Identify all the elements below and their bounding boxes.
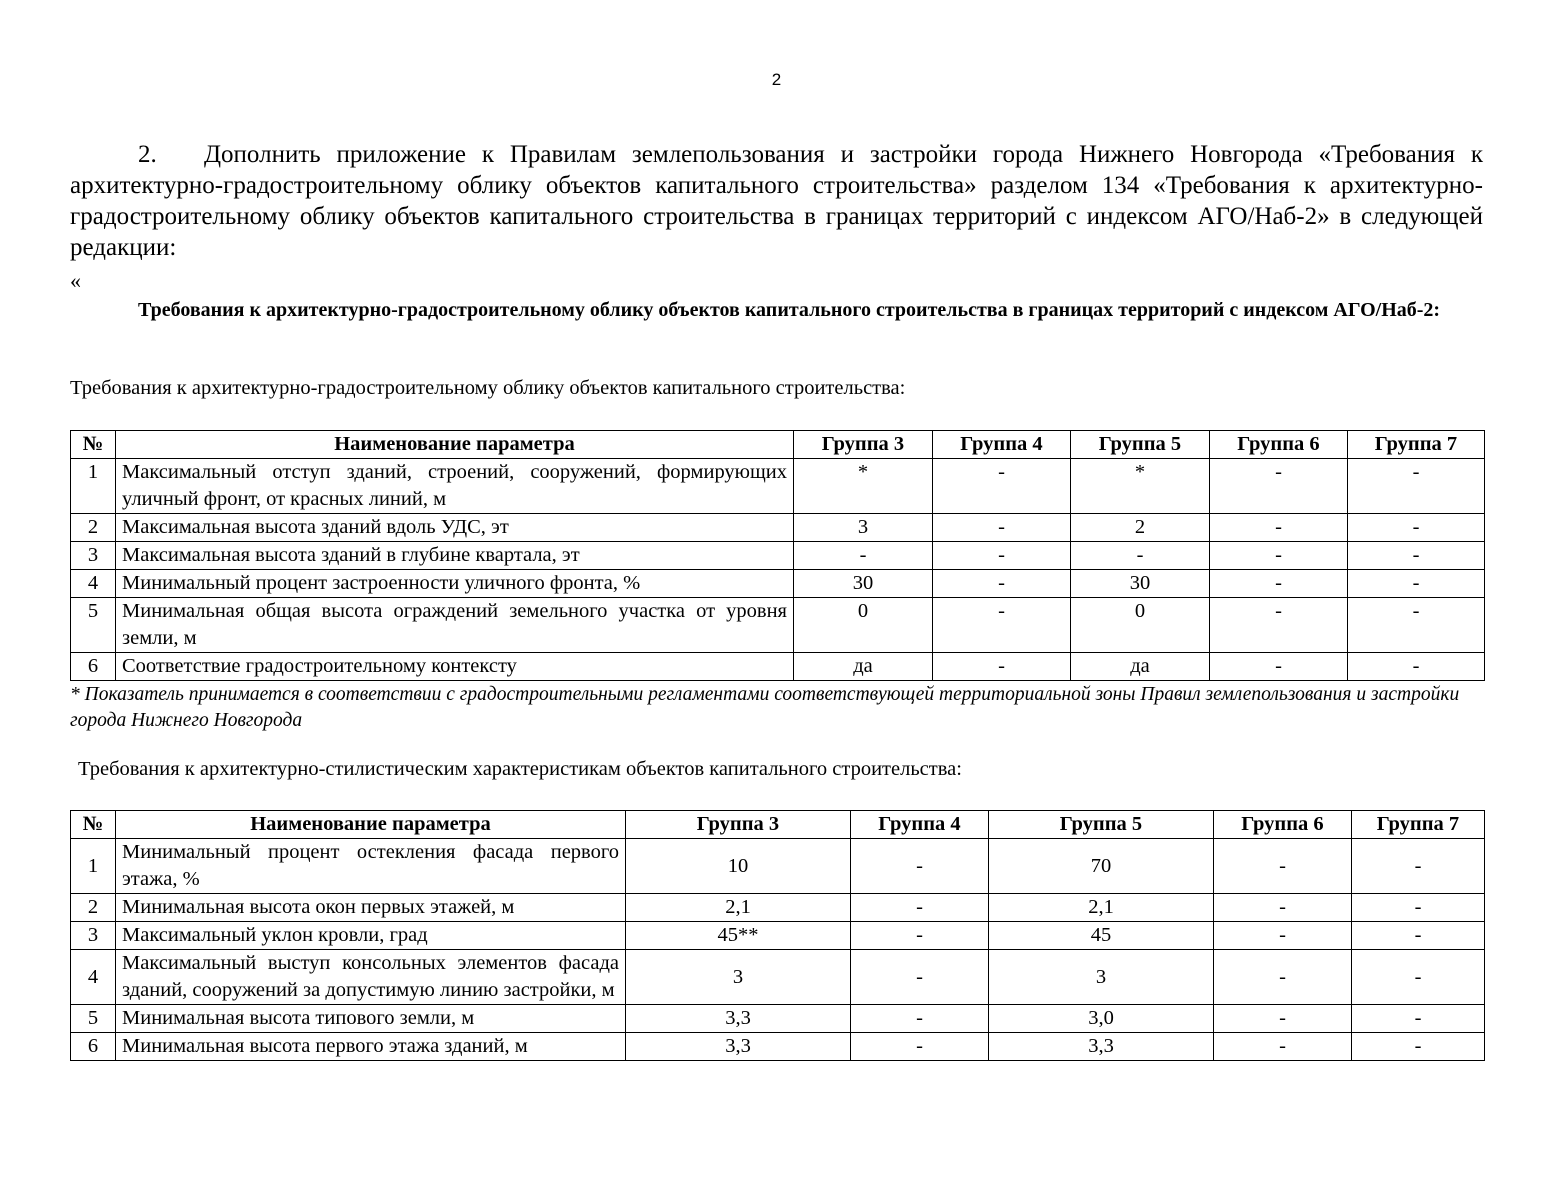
group-5-value: -	[1071, 542, 1210, 570]
group-7-value: -	[1348, 514, 1485, 542]
table-row	[71, 1033, 1485, 1061]
group-6-value: -	[1210, 514, 1348, 542]
group-5-value: 30	[1071, 570, 1210, 598]
section-title: Требования к архитектурно-градостроительному облику объектов капитального строительства в границах территорий с индексом АГО/Наб-2:	[138, 299, 1441, 321]
group-7-value: -	[1348, 653, 1485, 681]
table-header-row	[71, 431, 1485, 459]
table-row	[71, 514, 1485, 542]
group-6-value: -	[1210, 653, 1348, 681]
header-group-4: Группа 4	[933, 431, 1071, 459]
row-number: 3	[71, 922, 116, 950]
group-5-value: 3	[989, 950, 1214, 1005]
table-row	[71, 459, 1485, 514]
header-number: №	[71, 431, 116, 459]
group-7-value: -	[1352, 839, 1485, 894]
row-number: 6	[71, 1033, 116, 1061]
group-5-value: 3,3	[989, 1033, 1214, 1061]
row-number: 5	[71, 1005, 116, 1033]
group-4-value: -	[851, 1033, 989, 1061]
group-7-value: -	[1348, 459, 1485, 514]
group-7-value: -	[1352, 950, 1485, 1005]
header-group-7: Группа 7	[1348, 431, 1485, 459]
header-group-5: Группа 5	[1071, 431, 1210, 459]
parameter-name: Соответствие градостроительному контексту	[116, 653, 794, 681]
group-6-value: -	[1214, 950, 1352, 1005]
group-6-value: -	[1210, 459, 1348, 514]
table-row	[71, 839, 1485, 894]
group-6-value: -	[1214, 922, 1352, 950]
table1-footnote: * Показатель принимается в соответствии с градостроительными регламентами соответствующей территориальной зоны Правил землепользования и застройки города Нижнего Новгорода	[70, 684, 1460, 731]
group-7-value: -	[1348, 570, 1485, 598]
parameter-name: Максимальная высота зданий в глубине квартала, эт	[116, 542, 794, 570]
parameter-name: Максимальный отступ зданий, строений, сооружений, формирующих уличный фронт, от красных линий, м	[116, 459, 794, 514]
group-4-value: -	[933, 653, 1071, 681]
header-number: №	[71, 811, 116, 839]
header-group-6: Группа 6	[1214, 811, 1352, 839]
group-5-value: 2,1	[989, 894, 1214, 922]
intro-paragraph	[70, 139, 1483, 263]
table2-caption: Требования к архитектурно-стилистическим характеристикам объектов капитального строительства:	[78, 758, 962, 780]
group-3-value: *	[794, 459, 933, 514]
header-group-4: Группа 4	[851, 811, 989, 839]
table-row	[71, 653, 1485, 681]
group-5-value: 2	[1071, 514, 1210, 542]
group-6-value: -	[1214, 894, 1352, 922]
group-4-value: -	[851, 922, 989, 950]
group-4-value: -	[851, 950, 989, 1005]
intro-item-number: 2.	[138, 141, 157, 168]
group-3-value: 30	[794, 570, 933, 598]
header-group-3: Группа 3	[794, 431, 933, 459]
group-3-value: 45**	[626, 922, 851, 950]
table-row	[71, 570, 1485, 598]
group-3-value: 0	[794, 598, 933, 653]
group-3-value: -	[794, 542, 933, 570]
parameter-name: Максимальная высота зданий вдоль УДС, эт	[116, 514, 794, 542]
group-7-value: -	[1348, 598, 1485, 653]
row-number: 1	[71, 459, 116, 514]
group-4-value: -	[851, 1005, 989, 1033]
row-number: 2	[71, 514, 116, 542]
parameter-name: Максимальный уклон кровли, град	[116, 922, 626, 950]
table-row	[71, 894, 1485, 922]
group-6-value: -	[1210, 542, 1348, 570]
appearance-requirements-table	[70, 430, 1485, 681]
group-7-value: -	[1352, 1033, 1485, 1061]
group-5-value: 70	[989, 839, 1214, 894]
intro-text: Дополнить приложение к Правилам землепользования и застройки города Нижнего Новгорода «Требования к архитектурно-градостроительному облику объектов капитального строительства» разделом 134 «Требования к архитектурно-градостроительному облику объектов капитального строительства в границах территорий с индексом АГО/Наб-2» в следующей редакции:	[70, 141, 1483, 261]
parameter-name: Минимальная общая высота ограждений земельного участка от уровня земли, м	[116, 598, 794, 653]
row-number: 4	[71, 950, 116, 1005]
group-3-value: 3,3	[626, 1005, 851, 1033]
group-4-value: -	[933, 570, 1071, 598]
table-row	[71, 542, 1485, 570]
parameter-name: Максимальный выступ консольных элементов фасада зданий, сооружений за допустимую линию застройки, м	[116, 950, 626, 1005]
parameter-name: Минимальный процент остекления фасада первого этажа, %	[116, 839, 626, 894]
parameter-name: Минимальная высота первого этажа зданий, м	[116, 1033, 626, 1061]
group-6-value: -	[1214, 1005, 1352, 1033]
group-7-value: -	[1352, 1005, 1485, 1033]
table1-caption: Требования к архитектурно-градостроительному облику объектов капитального строительства:	[70, 377, 906, 399]
group-5-value: *	[1071, 459, 1210, 514]
parameter-name: Минимальная высота окон первых этажей, м	[116, 894, 626, 922]
group-5-value: 3,0	[989, 1005, 1214, 1033]
header-group-6: Группа 6	[1210, 431, 1348, 459]
group-4-value: -	[851, 839, 989, 894]
group-6-value: -	[1214, 1033, 1352, 1061]
row-number: 5	[71, 598, 116, 653]
row-number: 4	[71, 570, 116, 598]
header-parameter: Наименование параметра	[116, 811, 626, 839]
header-parameter: Наименование параметра	[116, 431, 794, 459]
group-4-value: -	[851, 894, 989, 922]
header-group-5: Группа 5	[989, 811, 1214, 839]
table-row	[71, 950, 1485, 1005]
parameter-name: Минимальная высота типового земли, м	[116, 1005, 626, 1033]
row-number: 3	[71, 542, 116, 570]
group-3-value: 3	[794, 514, 933, 542]
table-row	[71, 598, 1485, 653]
group-6-value: -	[1214, 839, 1352, 894]
group-4-value: -	[933, 459, 1071, 514]
group-5-value: 0	[1071, 598, 1210, 653]
group-4-value: -	[933, 542, 1071, 570]
group-5-value: да	[1071, 653, 1210, 681]
page-number: 2	[771, 70, 782, 89]
style-requirements-table	[70, 810, 1485, 1061]
group-3-value: 10	[626, 839, 851, 894]
group-4-value: -	[933, 598, 1071, 653]
group-7-value: -	[1348, 542, 1485, 570]
group-6-value: -	[1210, 598, 1348, 653]
header-group-3: Группа 3	[626, 811, 851, 839]
parameter-name: Минимальный процент застроенности уличного фронта, %	[116, 570, 794, 598]
row-number: 6	[71, 653, 116, 681]
table-header-row	[71, 811, 1485, 839]
group-4-value: -	[933, 514, 1071, 542]
group-3-value: 2,1	[626, 894, 851, 922]
group-7-value: -	[1352, 922, 1485, 950]
opening-quote: «	[70, 268, 81, 293]
group-3-value: 3,3	[626, 1033, 851, 1061]
group-6-value: -	[1210, 570, 1348, 598]
group-3-value: да	[794, 653, 933, 681]
group-7-value: -	[1352, 894, 1485, 922]
row-number: 2	[71, 894, 116, 922]
table-row	[71, 922, 1485, 950]
group-5-value: 45	[989, 922, 1214, 950]
table-row	[71, 1005, 1485, 1033]
group-3-value: 3	[626, 950, 851, 1005]
row-number: 1	[71, 839, 116, 894]
header-group-7: Группа 7	[1352, 811, 1485, 839]
